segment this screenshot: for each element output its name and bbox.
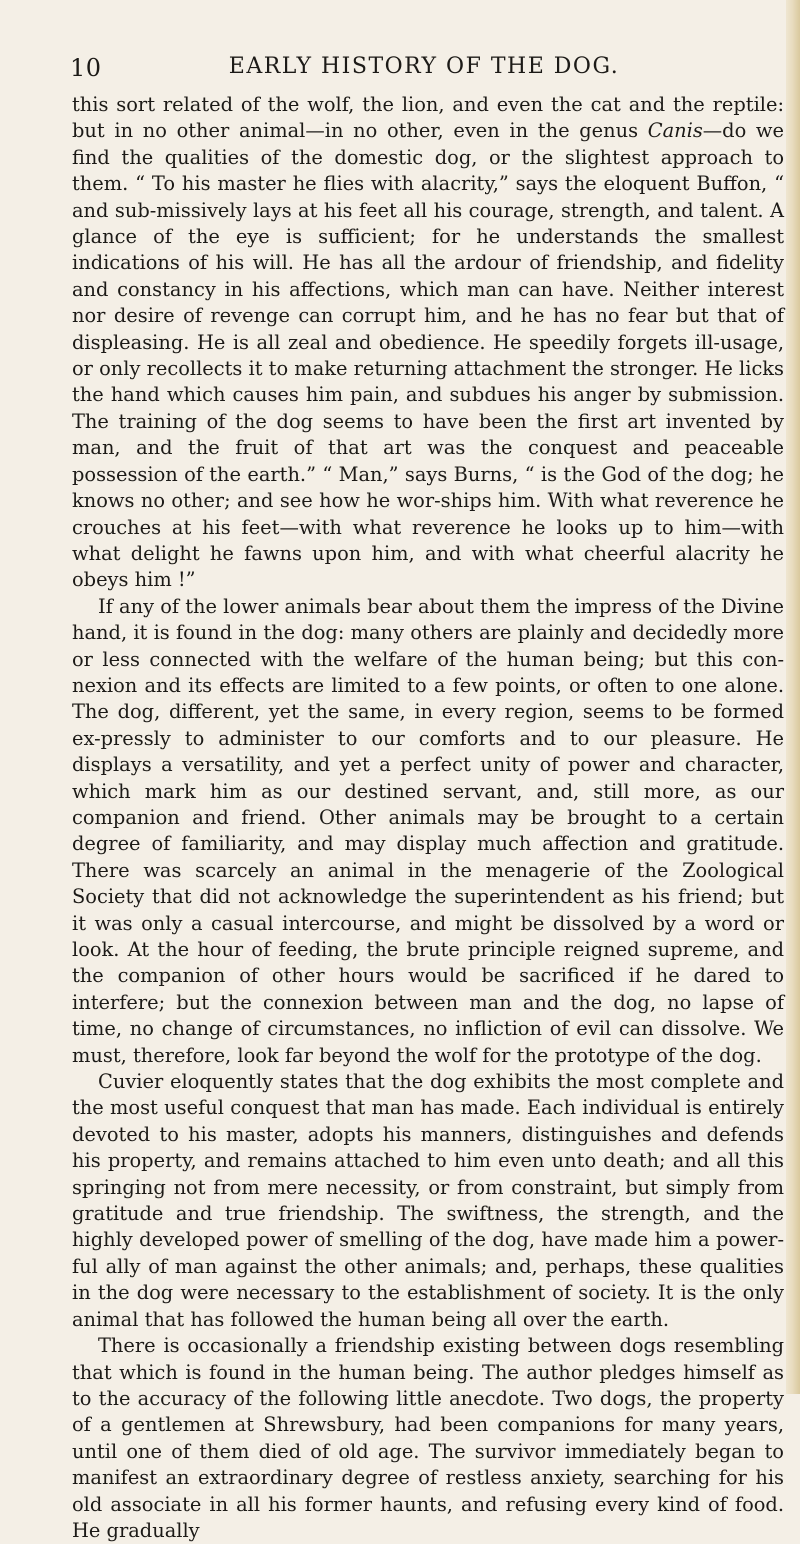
paragraph — [72, 1333, 784, 1544]
page-number: 10 — [70, 54, 102, 82]
text-run: If any of the lower animals bear about them the impress of the Divine hand, it is found in the dog: many others are plainly and decidedly more or less connected with the welfare of the human being; but this con-nexion and its effects are limited to a few points, or often to one alone. The dog, different, yet the same, in every region, seems to be formed ex-pressly to administer to our comforts and to our pleasure. He displays a versatility, and yet a perfect unity of power and character, which mark him as our destined servant, and, still more, as our companion and friend. Other animals may be brought to a certain degree of familiarity, and may display much affection and gratitude. There was scarcely an animal in the menagerie of the Zoological Society that did not acknowledge the superintendent as his friend; but it was only a casual intercourse, and might be dissolved by a word or look. At the hour of feeding, the brute principle reigned supreme, and the companion of other hours would be sacrificed if he dared to interfere; but the connexion between man and the dog, no lapse of time, no change of circumstances, no infliction of evil can dissolve. We must, therefore, look far beyond the wolf for the prototype of the dog. — [72, 594, 784, 1067]
paragraph — [72, 1069, 784, 1333]
text-run: this sort related of the wolf, the lion, and even the cat and the reptile: but in no other animal—in no other, even in the genus — [72, 93, 784, 143]
body-text — [72, 92, 784, 1544]
paragraph — [72, 92, 784, 594]
italic-text: Canis — [647, 119, 703, 143]
page-edge — [786, 0, 800, 1394]
paragraph — [72, 594, 784, 1069]
running-title: EARLY HISTORY OF THE DOG. — [228, 54, 620, 79]
text-run: Cuvier eloquently states that the dog exhibits the most complete and the most useful conquest that man has made. Each individual is entirely devoted to his master, adopts his manners, distinguishes and defends his property, and remains attached to him even unto death; and all this springing not from mere necessity, or from constraint, but simply from gratitude and true friendship. The swiftness, the strength, and the highly developed power of smelling of the dog, have made him a power-ful ally of man against the other animals; and, perhaps, these qualities in the dog were necessary to the establishment of society. It is the only animal that has followed the human being all over the earth. — [72, 1070, 784, 1331]
text-run: There is occasionally a friendship existing between dogs resembling that which is found in the human being. The author pledges himself as to the accuracy of the following little anecdote. Two dogs, the property of a gentlemen at Shrewsbury, had been companions for many years, until one of them died of old age. The survivor immediately began to manifest an extraordinary degree of restless anxiety, searching for his old associate in all his former haunts, and refusing every kind of food. He gradually — [72, 1334, 784, 1542]
page-header — [70, 54, 778, 84]
text-run: —do we find the qualities of the domestic dog, or the slightest approach to them. “ To his master he flies with alacrity,” says the eloquent Buffon, “ and sub-missively lays at his feet all his courage, strength, and talent. A glance of the eye is sufficient; for he understands the smallest indications of his will. He has all the ardour of friendship, and fidelity and constancy in his affections, which man can have. Neither interest nor desire of revenge can corrupt him, and he has no fear but that of displeasing. He is all zeal and obedience. He speedily forgets ill-usage, or only recollects it to make returning attachment the stronger. He licks the hand which causes him pain, and subdues his anger by submission. The training of the dog seems to have been the first art invented by man, and the fruit of that art was the conquest and peaceable possession of the earth.” “ Man,” says Burns, “ is the God of the dog; he knows no other; and see how he wor-ships him. With what reverence he crouches at his feet—with what reverence he looks up to him—with what delight he fawns upon him, and with what cheerful alacrity he obeys him !” — [72, 119, 785, 592]
